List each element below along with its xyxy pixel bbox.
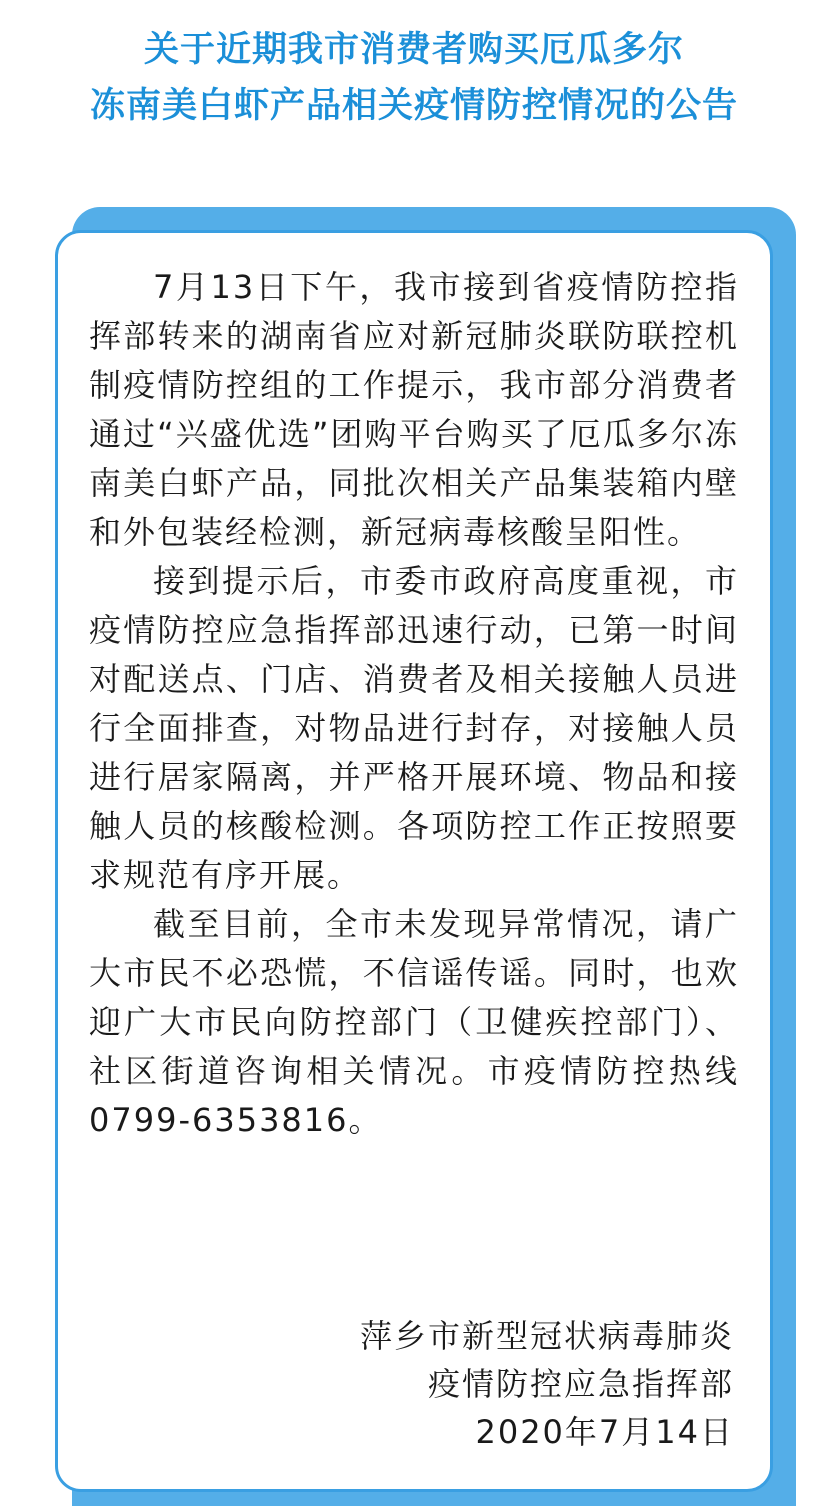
signature-block xyxy=(360,1312,734,1456)
signature-date: 2020年7月14日 xyxy=(475,1413,734,1451)
announcement-body xyxy=(89,263,739,1145)
paragraph-2: 接到提示后，市委市政府高度重视，市疫情防控应急指挥部迅速行动，已第一时间对配送点、门店、消费者及相关接触人员进行全面排查，对物品进行封存，对接触人员进行居家隔离，并严格开展环境、物品和接触人员的核酸检测。各项防控工作正按照要求规范有序开展。 xyxy=(89,562,739,894)
title-line-2: 冻南美白虾产品相关疫情防控情况的公告 xyxy=(89,86,738,126)
title-line-1: 关于近期我市消费者购买厄瓜多尔 xyxy=(143,30,684,70)
announcement-title xyxy=(0,22,828,134)
paragraph-3: 截至目前，全市未发现异常情况，请广大市民不必恐慌，不信谣传谣。同时，也欢迎广大市民向防控部门（卫健疾控部门）、社区街道咨询相关情况。市疫情防控热线0799-6353816。 xyxy=(89,905,739,1139)
signature-org-line-1: 萍乡市新型冠状病毒肺炎 xyxy=(359,1317,734,1355)
signature-org-line-2: 疫情防控应急指挥部 xyxy=(427,1365,734,1403)
paragraph-1: 7月13日下午，我市接到省疫情防控指挥部转来的湖南省应对新冠肺炎联防联控机制疫情防控组的工作提示，我市部分消费者通过“兴盛优选”团购平台购买了厄瓜多尔冻南美白虾产品，同批次相关产品集装箱内壁和外包装经检测，新冠病毒核酸呈阳性。 xyxy=(89,268,739,551)
